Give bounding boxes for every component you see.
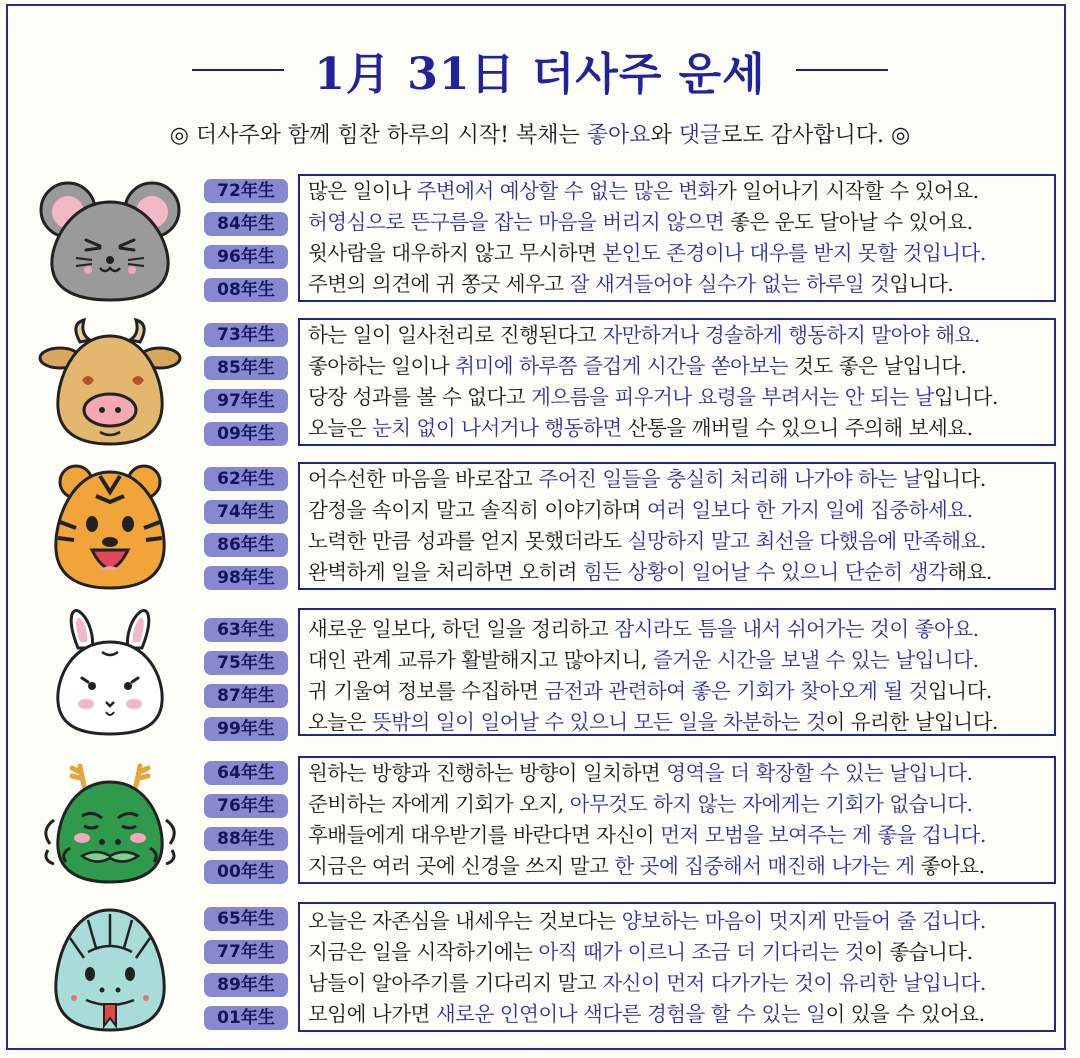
- subtitle-comment: 댓글: [678, 123, 722, 148]
- fortune-highlight: 먼저 모범을 보여주는 게 좋을 겁니다.: [660, 823, 986, 847]
- fortune-text: 오늘은 자존심을 내세우는 것보다는: [308, 909, 622, 933]
- fortune-line: [308, 614, 979, 645]
- fortune-line: [308, 937, 973, 968]
- fortune-text: 원하는 방향과 진행하는 방향이 일치하면: [308, 761, 667, 785]
- year-badge: 65年生: [204, 907, 288, 931]
- fortune-text: 오늘은: [308, 416, 372, 440]
- fortune-highlight: 눈치 없이 나서거나 행동하면: [371, 416, 622, 440]
- year-badge: 76年生: [204, 794, 288, 818]
- fortune-text: 입니다.: [921, 467, 986, 491]
- year-badges: [204, 174, 288, 304]
- year-badges: [204, 902, 288, 1032]
- year-badge: 84年生: [204, 212, 288, 236]
- fortune-row-tiger: [0, 462, 1080, 592]
- year-badge: 00年生: [204, 860, 288, 884]
- fortune-text: 입니다.: [927, 679, 992, 703]
- fortune-highlight: 아직 때가 이르니 조금 더 기다리는 것: [538, 940, 865, 964]
- fortune-line: [308, 526, 986, 557]
- title-rule-left: [192, 69, 284, 71]
- fortune-text: 하는 일이 일사천리로 진행된다고: [308, 323, 603, 347]
- subtitle-like: 좋아요: [586, 123, 651, 148]
- fortune-highlight: 본인도 존경이나 대우를 받지 못할 것입니다.: [602, 241, 986, 265]
- fortune-highlight: 금전과 관련하여 좋은 기회가 찾아오게 될 것: [544, 679, 928, 703]
- fortune-text: 후배들에게 대우받기를 바란다면 자신이: [308, 823, 661, 847]
- subtitle-text-open: ◎ 더사주와 함께 힘찬 하루의 시작! 복채는: [169, 123, 587, 148]
- rat-icon: [30, 174, 200, 304]
- fortune-highlight: 주어진 일들을 충실히 처리해 나가야 하는 날: [538, 467, 922, 491]
- fortune-text: 남들이 알아주기를 기다리지 말고: [308, 971, 603, 995]
- ox-icon: [30, 318, 200, 448]
- year-badge: 09年生: [204, 422, 288, 446]
- fortune-row-rat: [0, 174, 1080, 304]
- fortune-highlight: 허영심으로 뜬구름을 잡는 마음을 버리지 않으면: [308, 210, 725, 234]
- fortune-box: [298, 174, 1056, 302]
- year-badge: 97年生: [204, 389, 288, 413]
- fortune-line: [308, 320, 980, 351]
- fortune-box: [298, 462, 1056, 590]
- fortune-line: [308, 351, 967, 382]
- fortune-box: [298, 756, 1056, 884]
- fortune-text: 이 좋습니다.: [864, 940, 973, 964]
- rabbit-icon: [30, 608, 200, 738]
- year-badge: 86年生: [204, 533, 288, 557]
- year-badge: 74年生: [204, 500, 288, 524]
- fortune-text: 지금은 일을 시작하기에는: [308, 940, 539, 964]
- fortune-row-rabbit: [0, 608, 1080, 738]
- fortune-text: 모임에 나가면: [308, 1002, 436, 1026]
- fortune-text: 새로운 일보다, 하던 일을 정리하고: [308, 617, 615, 641]
- fortune-text: 좋아요.: [914, 854, 985, 878]
- fortune-row-dragon: [0, 756, 1080, 886]
- fortune-highlight: 힘든 상황이 일어날 수 있으니 단순히 생각: [583, 560, 948, 584]
- fortune-text: 윗사람을 대우하지 않고 무시하면: [308, 241, 603, 265]
- fortune-row-ox: [0, 318, 1080, 448]
- fortune-highlight: 주변에서 예상할 수 없는 많은 변화: [416, 179, 717, 203]
- fortune-line: [308, 906, 986, 937]
- fortune-box: [298, 902, 1056, 1032]
- fortune-line: [308, 789, 973, 820]
- fortune-text: 산통을 깨버릴 수 있으니 주의해 보세요.: [621, 416, 973, 440]
- fortune-highlight: 자만하거나 경솔하게 행동하지 말아야 해요.: [602, 323, 980, 347]
- fortune-line: [308, 464, 986, 495]
- year-badges: [204, 462, 288, 592]
- page-title: 1月 31日 더사주 운세: [314, 49, 766, 100]
- year-badges: [204, 608, 288, 738]
- fortune-highlight: 뜻밖의 일이 일어날 수 있으니 모든 일을 차분하는 것: [371, 710, 826, 734]
- fortune-line: [308, 557, 992, 588]
- fortune-text: 오늘은: [308, 710, 372, 734]
- year-badges: [204, 756, 288, 886]
- year-badge: 89年生: [204, 973, 288, 997]
- year-badge: 72年生: [204, 179, 288, 203]
- snake-icon: [30, 902, 200, 1032]
- year-badge: 62年生: [204, 467, 288, 491]
- fortune-text: 지금은 여러 곳에 신경을 쓰지 말고: [308, 854, 615, 878]
- title-rule-right: [796, 69, 888, 71]
- fortune-line: [308, 495, 973, 526]
- fortune-text: 대인 관계 교류가 활발해지고 많아지니,: [308, 648, 653, 672]
- year-badge: 98年生: [204, 566, 288, 590]
- fortune-text: 좋아하는 일이나: [308, 354, 456, 378]
- fortune-highlight: 한 곳에 집중해서 매진해 나가는 게: [614, 854, 915, 878]
- year-badge: 88年生: [204, 827, 288, 851]
- fortune-highlight: 아무것도 하지 않는 자에게는 기회가 없습니다.: [569, 792, 973, 816]
- fortune-text: 해요.: [947, 560, 992, 584]
- fortune-text: 당장 성과를 볼 수 없다고: [308, 385, 532, 409]
- fortune-line: [308, 207, 973, 238]
- fortune-highlight: 여러 일보다 한 가지 일에 집중하세요.: [646, 498, 973, 522]
- fortune-text: 이 있을 수 있어요.: [825, 1002, 985, 1026]
- fortune-text: 주변의 의견에 귀 쫑긋 세우고: [308, 272, 570, 296]
- fortune-text: 많은 일이나: [308, 179, 417, 203]
- year-badge: 63年生: [204, 618, 288, 642]
- fortune-line: [308, 413, 973, 444]
- fortune-highlight: 영역을 더 확장할 수 있는 날입니다.: [666, 761, 973, 785]
- year-badge: 75年生: [204, 651, 288, 675]
- fortune-highlight: 자신이 먼저 다가가는 것이 유리한 날입니다.: [602, 971, 986, 995]
- fortune-line: [308, 707, 998, 738]
- year-badge: 08年生: [204, 278, 288, 302]
- year-badge: 77年生: [204, 940, 288, 964]
- year-badge: 73年生: [204, 323, 288, 347]
- fortune-text: 것도 좋은 날입니다.: [788, 354, 967, 378]
- fortune-text: 완벽하게 일을 처리하면 오히려: [308, 560, 584, 584]
- subtitle-text-close: 로도 감사합니다. ◎: [721, 123, 911, 148]
- fortune-line: [308, 851, 985, 882]
- year-badge: 64年生: [204, 761, 288, 785]
- fortune-text: 좋은 운도 달아날 수 있어요.: [724, 210, 973, 234]
- tiger-icon: [30, 462, 200, 592]
- fortune-highlight: 취미에 하루쯤 즐겁게 시간을 쏟아보는: [455, 354, 789, 378]
- year-badge: 87年生: [204, 684, 288, 708]
- fortune-box: [298, 608, 1056, 736]
- fortune-line: [308, 269, 953, 300]
- year-badge: 99年生: [204, 717, 288, 741]
- fortune-text: 준비하는 자에게 기회가 오지,: [308, 792, 570, 816]
- dragon-icon: [30, 756, 200, 886]
- fortune-text: 어수선한 마음을 바로잡고: [308, 467, 539, 491]
- fortune-line: [308, 999, 985, 1030]
- fortune-text: 귀 기울여 정보를 수집하면: [308, 679, 545, 703]
- fortune-line: [308, 968, 986, 999]
- fortune-highlight: 잠시라도 틈을 내서 쉬어가는 것이 좋아요.: [614, 617, 979, 641]
- fortune-highlight: 실망하지 말고 최선을 다했음에 만족해요.: [627, 529, 986, 553]
- fortune-row-snake: [0, 902, 1080, 1032]
- fortune-line: [308, 645, 979, 676]
- year-badges: [204, 318, 288, 448]
- fortune-text: 노력한 만큼 성과를 얻지 못했더라도: [308, 529, 628, 553]
- fortune-text: 이 유리한 날입니다.: [825, 710, 998, 734]
- fortune-line: [308, 238, 986, 269]
- fortune-highlight: 게으름을 피우거나 요령을 부려서는 안 되는 날: [531, 385, 934, 409]
- fortune-highlight: 양보하는 마음이 멋지게 만들어 줄 겁니다.: [621, 909, 986, 933]
- year-badge: 01年生: [204, 1006, 288, 1030]
- fortune-text: 입니다.: [933, 385, 998, 409]
- page-subtitle: [0, 118, 1080, 149]
- fortune-line: [308, 176, 979, 207]
- year-badge: 85年生: [204, 356, 288, 380]
- fortune-line: [308, 758, 973, 789]
- fortune-highlight: 즐거운 시간을 보낼 수 있는 날입니다.: [652, 648, 979, 672]
- subtitle-text-mid: 와: [650, 123, 679, 148]
- fortune-text: 입니다.: [889, 272, 954, 296]
- fortune-highlight: 새로운 인연이나 색다른 경험을 할 수 있는 일: [435, 1002, 826, 1026]
- fortune-line: [308, 820, 986, 851]
- year-badge: 96年生: [204, 245, 288, 269]
- fortune-box: [298, 318, 1056, 446]
- title-row: [0, 40, 1080, 100]
- fortune-text: 감정을 속이지 말고 솔직히 이야기하며: [308, 498, 647, 522]
- fortune-text: 가 일어나기 시작할 수 있어요.: [716, 179, 979, 203]
- fortune-highlight: 잘 새겨들어야 실수가 없는 하루일 것: [569, 272, 890, 296]
- fortune-line: [308, 382, 998, 413]
- fortune-line: [308, 676, 992, 707]
